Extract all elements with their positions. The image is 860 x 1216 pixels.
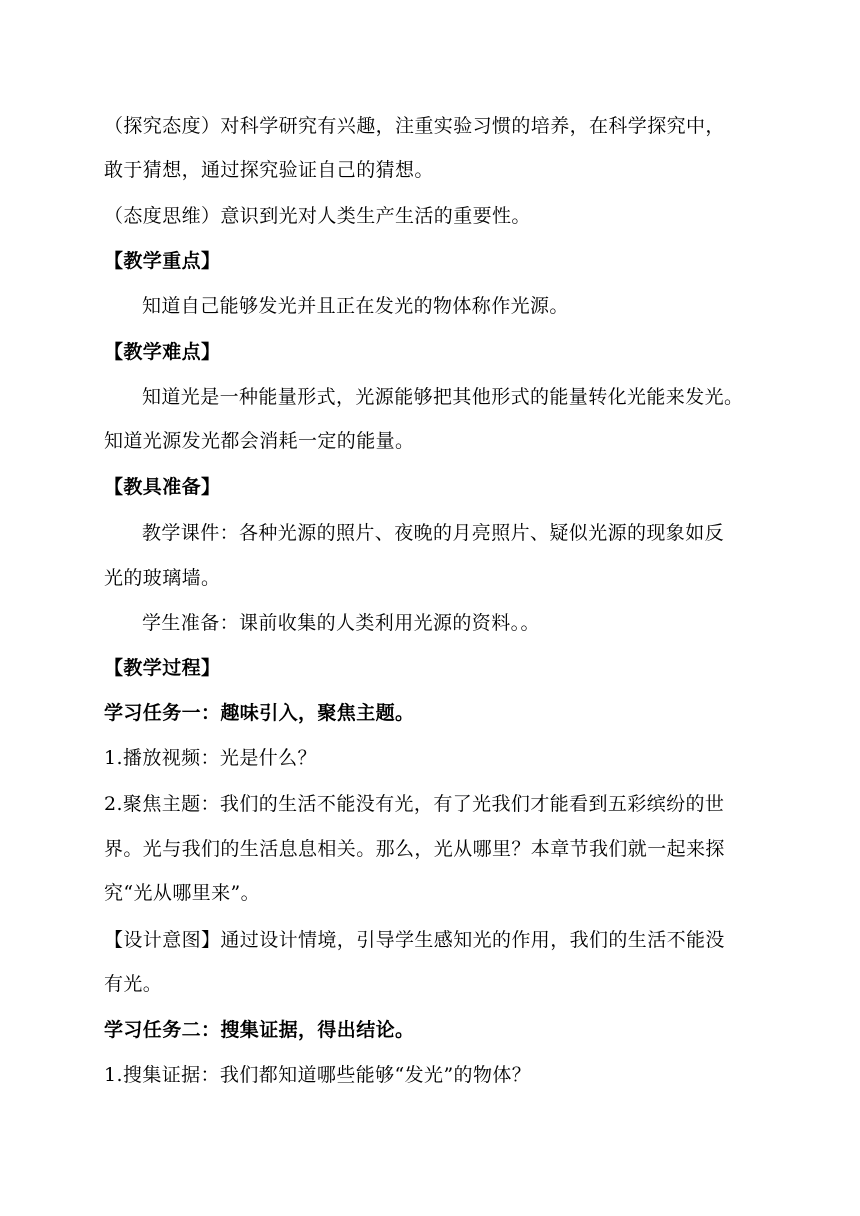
task-heading: 学习任务二：搜集证据，得出结论。	[104, 1019, 415, 1041]
paragraph-line: 知道光源发光都会消耗一定的能量。	[104, 430, 415, 452]
paragraph-line: 有光。	[104, 973, 163, 995]
section-heading: 【教学过程】	[104, 657, 221, 679]
task-heading: 学习任务一：趣味引入，聚焦主题。	[104, 702, 415, 724]
section-heading: 【教学重点】	[104, 250, 221, 272]
section-heading: 【教具准备】	[104, 476, 221, 498]
paragraph-line: 敢于猜想，通过探究验证自己的猜想。	[104, 159, 434, 181]
paragraph-line: 2.聚焦主题：我们的生活不能没有光，有了光我们才能看到五彩缤纷的世	[104, 793, 725, 815]
paragraph-line: 光的玻璃墙。	[104, 567, 221, 589]
paragraph-line: 1.搜集证据：我们都知道哪些能够“发光”的物体？	[104, 1064, 532, 1086]
paragraph-line: 【设计意图】通过设计情境，引导学生感知光的作用，我们的生活不能没	[104, 929, 725, 951]
paragraph-line: 1.播放视频：光是什么？	[104, 747, 317, 769]
paragraph-line: 知道光是一种能量形式，光源能够把其他形式的能量转化光能来发光。	[142, 386, 744, 408]
paragraph-line: 教学课件：各种光源的照片、夜晚的月亮照片、疑似光源的现象如反	[142, 522, 725, 544]
paragraph-line: （探究态度）对科学研究有兴趣，注重实验习惯的培养，在科学探究中，	[104, 115, 725, 137]
section-heading: 【教学难点】	[104, 341, 221, 363]
paragraph-line: 学生准备：课前收集的人类利用光源的资料。。	[142, 612, 540, 634]
paragraph-line: 究“光从哪里来”。	[104, 882, 261, 904]
paragraph-line: （态度思维）意识到光对人类生产生活的重要性。	[104, 205, 531, 227]
paragraph-line: 界。光与我们的生活息息相关。那么，光从哪里？本章节我们就一起来探	[104, 838, 725, 860]
paragraph-line: 知道自己能够发光并且正在发光的物体称作光源。	[142, 295, 569, 317]
